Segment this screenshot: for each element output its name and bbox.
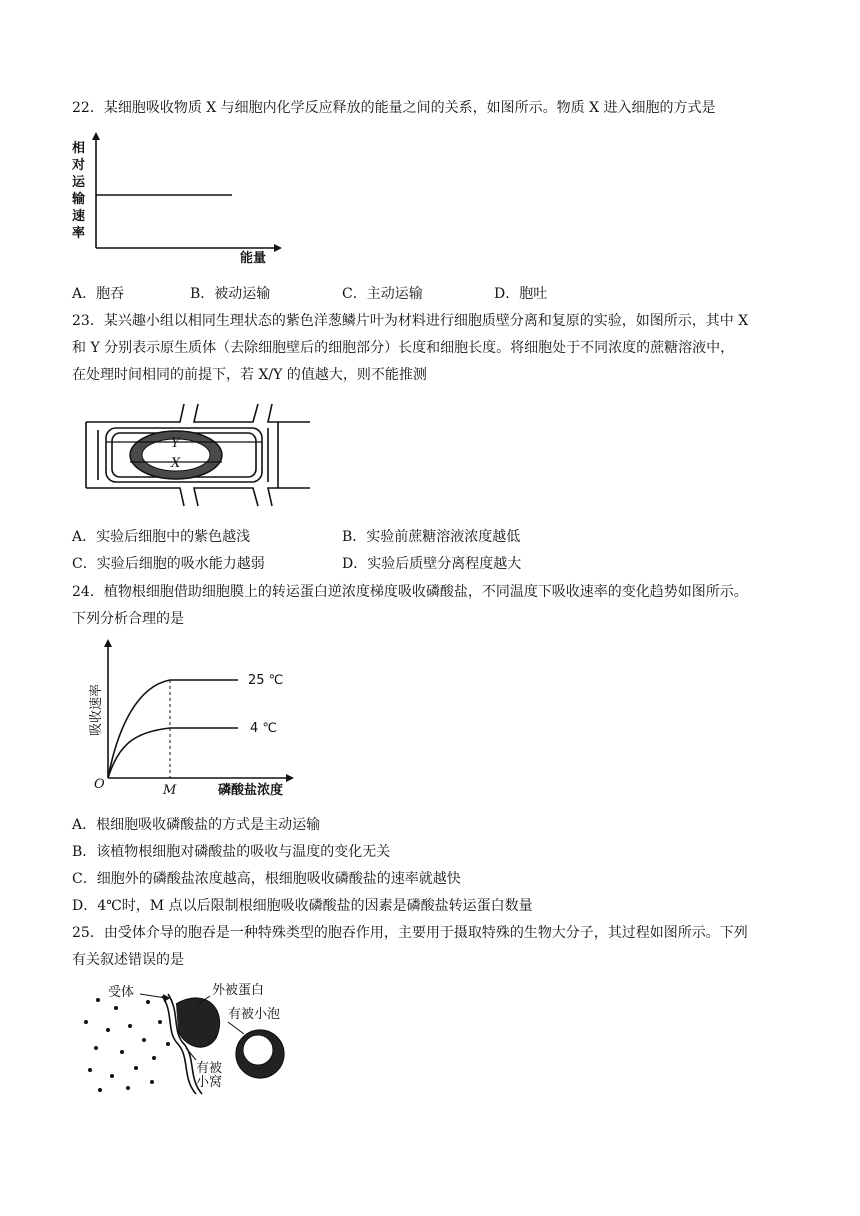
q22-option-a[interactable]: A．胞吞 [72,286,125,302]
q25-label-pit-2: 小窝 [196,1075,223,1090]
q22-y-axis-label-char: 率 [72,226,86,241]
q24-series-25c [108,680,238,778]
q23-stem-line-2: 和 Y 分别表示原生质体（去除细胞壁后的细胞部分）长度和细胞长度。将细胞处于不同浓度的蔗糖溶液中， [72,340,735,356]
q24-series-4c-label: 4 ℃ [250,721,278,736]
q24-x-arrow [286,774,294,782]
q23-wall-bottom [86,488,310,506]
q23-stem-line-1: 23．某兴趣小组以相同生理状态的紫色洋葱鳞片叶为材料进行细胞质壁分离和复原的实验，如图所示，其中 X [72,313,749,329]
q23-option-c[interactable]: C．实验后细胞的吸水能力越弱 [72,556,265,572]
q22-option-b[interactable]: B．被动运输 [190,286,271,302]
q23-stem-line-3: 在处理时间相同的前提下，若 X/Y 的值越大，则不能推测 [72,367,427,383]
q25-endocytosis-figure [78,982,318,1102]
q22-stem: 22．某细胞吸收物质 X 与细胞内化学反应释放的能量之间的关系，如图所示。物质 X 进入细胞的方式是 [72,100,716,116]
q22-y-axis-label-char: 相 [72,141,86,156]
q24-option-a[interactable]: A．根细胞吸收磷酸盐的方式是主动运输 [72,817,321,833]
q25-label-receptor: 受体 [108,985,135,1000]
q22-y-axis-label-char: 输 [72,192,86,207]
q22-y-arrow [92,132,100,140]
q25-vesicle-pointer [228,1022,244,1034]
q24-stem-line-1: 24．植物根细胞借助细胞膜上的转运蛋白逆浓度梯度吸收磷酸盐，不同温度下吸收速率的变化趋势如图所示。 [72,584,748,600]
q24-option-c[interactable]: C．细胞外的磷酸盐浓度越高，根细胞吸收磷酸盐的速率就越快 [72,871,461,887]
q24-y-axis-label: 吸收速率 [89,683,104,736]
q24-origin-label: O [94,777,105,792]
q24-option-b[interactable]: B．该植物根细胞对磷酸盐的吸收与温度的变化无关 [72,844,391,860]
q25-coated-pit [176,998,220,1047]
q22-y-axis-label-char: 速 [72,209,86,224]
q25-label-pit-1: 有被 [196,1061,223,1076]
q22-y-axis-label-char: 对 [72,158,86,173]
q25-molecule-dots [84,998,170,1092]
q24-x-axis-label: 磷酸盐浓度 [218,783,284,798]
q25-label-vesicle: 有被小泡 [228,1007,281,1022]
q23-option-a[interactable]: A．实验后细胞中的紫色越浅 [72,529,251,545]
q22-option-d[interactable]: D．胞吐 [494,286,548,302]
q22-option-c[interactable]: C．主动运输 [342,286,423,302]
q22-chart [70,130,290,270]
q24-y-arrow [104,639,112,647]
q22-y-axis-label [71,140,86,241]
q25-stem-line-1: 25．由受体介导的胞吞是一种特殊类型的胞吞作用，主要用于摄取特殊的生物大分子，其过程如图所示。下列 [72,925,748,941]
q23-wall-top [86,404,310,422]
q23-wall-left [86,422,98,488]
q23-cell-figure [78,400,318,510]
q22-y-axis-label-char: 运 [72,175,86,190]
q22-x-arrow [274,244,282,252]
q25-vesicle-lumen [243,1035,273,1065]
q24-stem-line-2: 下列分析合理的是 [72,611,184,627]
q23-option-b[interactable]: B．实验前蔗糖溶液浓度越低 [342,529,521,545]
q22-x-axis-label: 能量 [240,251,267,266]
q23-right-wall [268,422,278,488]
q23-label-y: Y [171,436,180,451]
q25-stem-line-2: 有关叙述错误的是 [72,952,184,968]
q24-series-25c-label: 25 ℃ [248,673,284,688]
q24-option-d[interactable]: D．4℃时，M 点以后限制根细胞吸收磷酸盐的因素是磷酸盐转运蛋白数量 [72,898,533,914]
q24-series-4c [108,728,238,778]
q25-label-coat: 外被蛋白 [212,983,265,998]
q24-chart [78,636,318,806]
q24-m-label: M [163,783,177,798]
q23-option-d[interactable]: D．实验后质壁分离程度越大 [342,556,522,572]
q23-label-x: X [171,456,181,471]
